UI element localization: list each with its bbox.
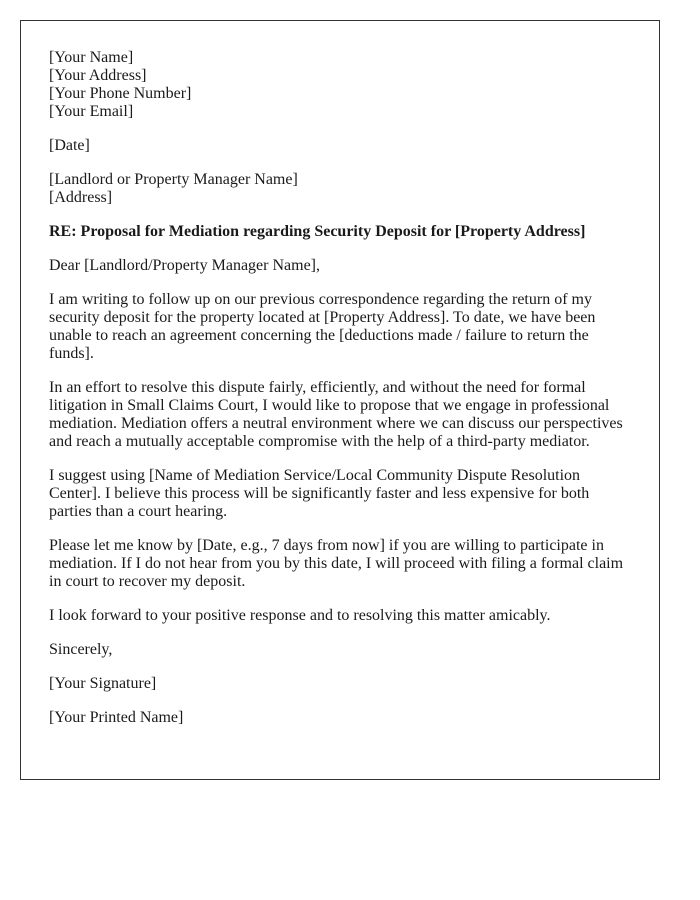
body-paragraph-2: In an effort to resolve this dispute fairly, efficiently, and without the need for formal litigation in Small Claims Court, I would like to propose that we engage in professional mediation. Mediation offers a neutral environment where we can discuss our perspectives and reach a mutually acceptable compromise with the help of a third-party mediator.	[49, 379, 623, 450]
body-paragraph-3: I suggest using [Name of Mediation Service/Local Community Dispute Resolution Center]. I believe this process will be significantly faster and less expensive for both parties than a court hearing.	[49, 467, 590, 520]
sender-phone: [Your Phone Number]	[49, 85, 192, 102]
letter-page	[20, 20, 660, 780]
date-block	[49, 137, 631, 155]
sender-block	[49, 49, 631, 121]
body-paragraph-4: Please let me know by [Date, e.g., 7 days from now] if you are willing to participate in mediation. If I do not hear from you by this date, I will proceed with filing a formal claim in court to recover my deposit.	[49, 537, 624, 590]
subject-line: RE: Proposal for Mediation regarding Security Deposit for [Property Address]	[49, 223, 586, 240]
sender-name: [Your Name]	[49, 49, 134, 66]
salutation: Dear [Landlord/Property Manager Name],	[49, 257, 320, 274]
body-paragraph-5: I look forward to your positive response and to resolving this matter amicably.	[49, 607, 551, 624]
recipient-name: [Landlord or Property Manager Name]	[49, 171, 298, 188]
printed-name: [Your Printed Name]	[49, 709, 184, 726]
sender-email: [Your Email]	[49, 103, 134, 120]
body-paragraph-1: I am writing to follow up on our previous correspondence regarding the return of my security deposit for the property located at [Property Address]. To date, we have been unable to reach an agreement concerning the [deductions made / failure to return the funds].	[49, 291, 596, 362]
sender-address: [Your Address]	[49, 67, 147, 84]
recipient-block	[49, 171, 631, 207]
recipient-address: [Address]	[49, 189, 113, 206]
letter-date: [Date]	[49, 137, 90, 154]
signature: [Your Signature]	[49, 675, 157, 692]
closing: Sincerely,	[49, 641, 113, 658]
